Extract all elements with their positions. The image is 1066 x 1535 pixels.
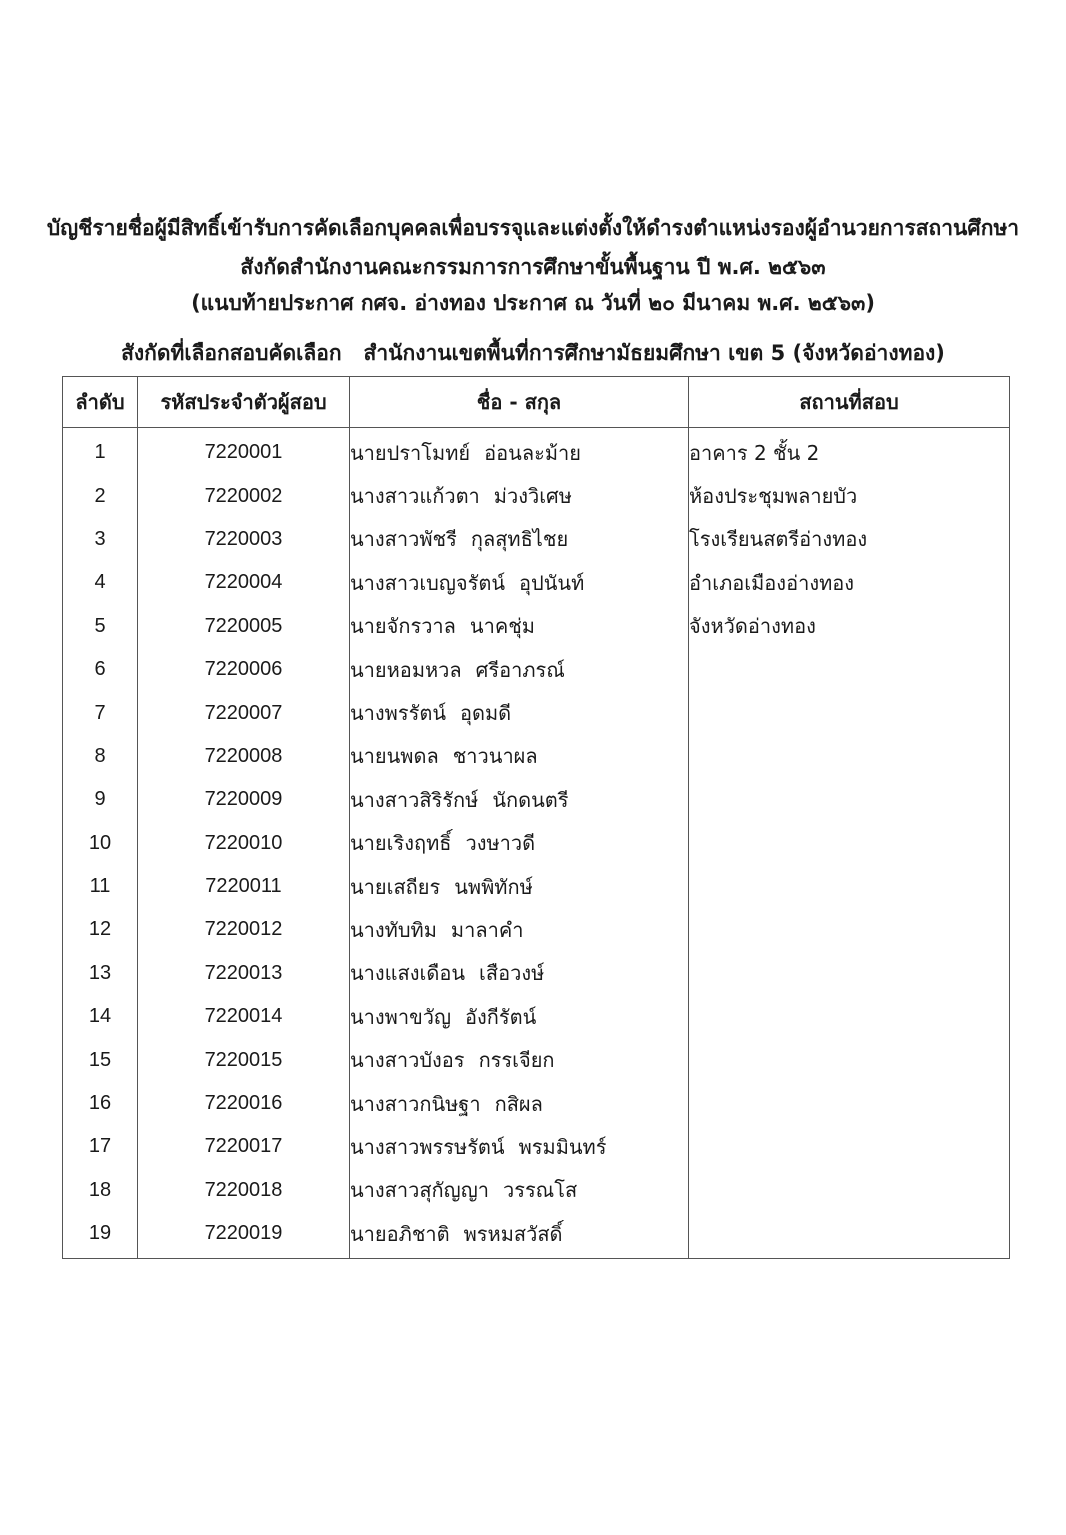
order-cell: 15 — [63, 1038, 138, 1081]
affiliation-value: สำนักงานเขตพื้นที่การศึกษามัธยมศึกษา เขต 5 (จังหวัดอ่างทอง) — [363, 341, 945, 365]
table-row — [63, 1169, 1010, 1212]
first-name: นางสาวบังอร — [350, 1048, 465, 1073]
name-cell — [350, 822, 689, 865]
table-row — [63, 648, 1010, 691]
name-cell — [350, 1038, 689, 1081]
order-cell: 13 — [63, 952, 138, 995]
column-header-exam-location: สถานที่สอบ — [689, 377, 1010, 428]
candidate-id-cell: 7220006 — [138, 648, 350, 691]
order-cell: 5 — [63, 605, 138, 648]
order-cell: 9 — [63, 778, 138, 821]
table-row — [63, 822, 1010, 865]
candidate-id-cell: 7220004 — [138, 561, 350, 604]
column-header-name: ชื่อ - สกุล — [350, 377, 689, 428]
candidate-id-cell: 7220015 — [138, 1038, 350, 1081]
name-cell — [350, 474, 689, 517]
exam-location-cell — [689, 995, 1010, 1038]
table-row — [63, 1038, 1010, 1081]
first-name: นายปราโมทย์ — [350, 440, 471, 465]
last-name: อ่อนละม้าย — [484, 440, 581, 465]
document-subtitle: สังกัดสำนักงานคณะกรรมการการศึกษาขั้นพื้นฐาน ปี พ.ศ. ๒๕๖๓ — [240, 255, 826, 279]
first-name: นางสาวพรรษรัตน์ — [350, 1134, 505, 1159]
first-name: นางสาวเบญจรัตน์ — [350, 570, 506, 595]
exam-location-cell — [689, 1125, 1010, 1168]
order-cell: 12 — [63, 908, 138, 951]
last-name: อุดมดี — [460, 701, 512, 726]
candidate-table — [62, 376, 1010, 1259]
affiliation-line — [0, 338, 1066, 368]
name-cell — [350, 428, 689, 475]
order-cell: 1 — [63, 428, 138, 475]
name-cell — [350, 908, 689, 951]
candidate-id-cell: 7220001 — [138, 428, 350, 475]
candidate-id-cell: 7220013 — [138, 952, 350, 995]
order-cell: 17 — [63, 1125, 138, 1168]
table-row — [63, 908, 1010, 951]
first-name: นายอภิชาติ — [350, 1221, 450, 1246]
table-row — [63, 735, 1010, 778]
table-header-row — [63, 377, 1010, 428]
name-cell — [350, 778, 689, 821]
first-name: นางสาวสิริรักษ์ — [350, 787, 479, 812]
candidate-id-cell: 7220011 — [138, 865, 350, 908]
name-cell — [350, 605, 689, 648]
last-name: กรรเจียก — [478, 1048, 555, 1073]
candidate-id-cell: 7220017 — [138, 1125, 350, 1168]
candidate-id-cell: 7220012 — [138, 908, 350, 951]
name-cell — [350, 1212, 689, 1259]
last-name: พรมมินทร์ — [518, 1134, 607, 1159]
candidate-id-cell: 7220008 — [138, 735, 350, 778]
table-row — [63, 778, 1010, 821]
exam-location-cell — [689, 778, 1010, 821]
table-row — [63, 952, 1010, 995]
candidate-id-cell: 7220009 — [138, 778, 350, 821]
order-cell: 7 — [63, 691, 138, 734]
candidate-id-cell: 7220005 — [138, 605, 350, 648]
exam-location-cell — [689, 1082, 1010, 1125]
name-cell — [350, 691, 689, 734]
name-cell — [350, 561, 689, 604]
order-cell: 19 — [63, 1212, 138, 1259]
last-name: เสือวงษ์ — [479, 961, 545, 986]
table-row — [63, 518, 1010, 561]
first-name: นางสาวพัชรี — [350, 527, 457, 552]
document-title: บัญชีรายชื่อผู้มีสิทธิ์เข้ารับการคัดเลือกบุคคลเพื่อบรรจุและแต่งตั้งให้ดำรงตำแหน่งรองผู้อำนวยการสถานศึกษา — [46, 216, 1020, 240]
table-row — [63, 1082, 1010, 1125]
last-name: กสิผล — [494, 1091, 543, 1116]
first-name: นายเสถียร — [350, 874, 441, 899]
first-name: นางพรรัตน์ — [350, 701, 446, 726]
first-name: นายเริงฤทธิ์ — [350, 831, 452, 856]
exam-location-cell: โรงเรียนสตรีอ่างทอง — [689, 518, 1010, 561]
name-cell — [350, 648, 689, 691]
affiliation-label: สังกัดที่เลือกสอบคัดเลือก — [121, 341, 342, 365]
exam-location-cell — [689, 648, 1010, 691]
first-name: นายหอมหวล — [350, 657, 462, 682]
candidate-id-cell: 7220014 — [138, 995, 350, 1038]
name-cell — [350, 1125, 689, 1168]
name-cell — [350, 518, 689, 561]
last-name: มาลาคำ — [450, 917, 524, 942]
first-name: นางทับทิม — [350, 917, 437, 942]
order-cell: 2 — [63, 474, 138, 517]
last-name: ศรีอาภรณ์ — [475, 657, 565, 682]
exam-location-cell — [689, 822, 1010, 865]
column-header-candidate-id: รหัสประจำตัวผู้สอบ — [138, 377, 350, 428]
name-cell — [350, 952, 689, 995]
order-cell: 3 — [63, 518, 138, 561]
name-cell — [350, 865, 689, 908]
order-cell: 16 — [63, 1082, 138, 1125]
table-row — [63, 1212, 1010, 1259]
table-row — [63, 1125, 1010, 1168]
first-name: นางแสงเดือน — [350, 961, 466, 986]
name-cell — [350, 735, 689, 778]
order-cell: 14 — [63, 995, 138, 1038]
last-name: อุปนันท์ — [519, 570, 585, 595]
exam-location-cell — [689, 691, 1010, 734]
candidate-id-cell: 7220016 — [138, 1082, 350, 1125]
table-row — [63, 561, 1010, 604]
last-name: วรรณโส — [502, 1178, 578, 1203]
exam-location-cell: ห้องประชุมพลายบัว — [689, 474, 1010, 517]
last-name: ม่วงวิเศษ — [493, 484, 572, 509]
candidate-id-cell: 7220018 — [138, 1169, 350, 1212]
first-name: นางพาขวัญ — [350, 1004, 452, 1029]
last-name: วงษาวดี — [465, 831, 536, 856]
table-row — [63, 428, 1010, 475]
exam-location-cell: อาคาร 2 ชั้น 2 — [689, 428, 1010, 475]
exam-location-cell — [689, 908, 1010, 951]
exam-location-cell: จังหวัดอ่างทอง — [689, 605, 1010, 648]
order-cell: 10 — [63, 822, 138, 865]
order-cell: 4 — [63, 561, 138, 604]
last-name: นาคชุ่ม — [469, 614, 535, 639]
last-name: ชาวนาผล — [452, 744, 538, 769]
candidate-id-cell: 7220019 — [138, 1212, 350, 1259]
announcement-reference: (แนบท้ายประกาศ กศจ. อ่างทอง ประกาศ ณ วันที่ ๒๐ มีนาคม พ.ศ. ๒๕๖๓) — [191, 291, 875, 315]
order-cell: 8 — [63, 735, 138, 778]
candidate-id-cell: 7220010 — [138, 822, 350, 865]
last-name: พรหมสวัสดิ์ — [463, 1221, 563, 1246]
first-name: นายจักรวาล — [350, 614, 456, 639]
last-name: นพพิทักษ์ — [454, 874, 533, 899]
candidate-id-cell: 7220002 — [138, 474, 350, 517]
exam-location-cell: อำเภอเมืองอ่างทอง — [689, 561, 1010, 604]
exam-location-cell — [689, 735, 1010, 778]
column-header-order: ลำดับ — [63, 377, 138, 428]
last-name: อังกีรัตน์ — [465, 1004, 537, 1029]
order-cell: 18 — [63, 1169, 138, 1212]
first-name: นายนพดล — [350, 744, 439, 769]
order-cell: 11 — [63, 865, 138, 908]
name-cell — [350, 1082, 689, 1125]
table-row — [63, 605, 1010, 648]
exam-location-cell — [689, 1212, 1010, 1259]
name-cell — [350, 1169, 689, 1212]
exam-location-cell — [689, 1169, 1010, 1212]
first-name: นางสาวแก้วตา — [350, 484, 480, 509]
candidate-id-cell: 7220007 — [138, 691, 350, 734]
table-row — [63, 474, 1010, 517]
last-name: กุลสุทธิไชย — [470, 527, 569, 552]
last-name: นักดนตรี — [492, 787, 569, 812]
exam-location-cell — [689, 1038, 1010, 1081]
table-row — [63, 691, 1010, 734]
exam-location-cell — [689, 865, 1010, 908]
table-row — [63, 995, 1010, 1038]
first-name: นางสาวสุกัญญา — [350, 1178, 489, 1203]
candidate-id-cell: 7220003 — [138, 518, 350, 561]
order-cell: 6 — [63, 648, 138, 691]
first-name: นางสาวกนิษฐา — [350, 1091, 481, 1116]
table-body — [63, 428, 1010, 1259]
name-cell — [350, 995, 689, 1038]
table-row — [63, 865, 1010, 908]
exam-location-cell — [689, 952, 1010, 995]
